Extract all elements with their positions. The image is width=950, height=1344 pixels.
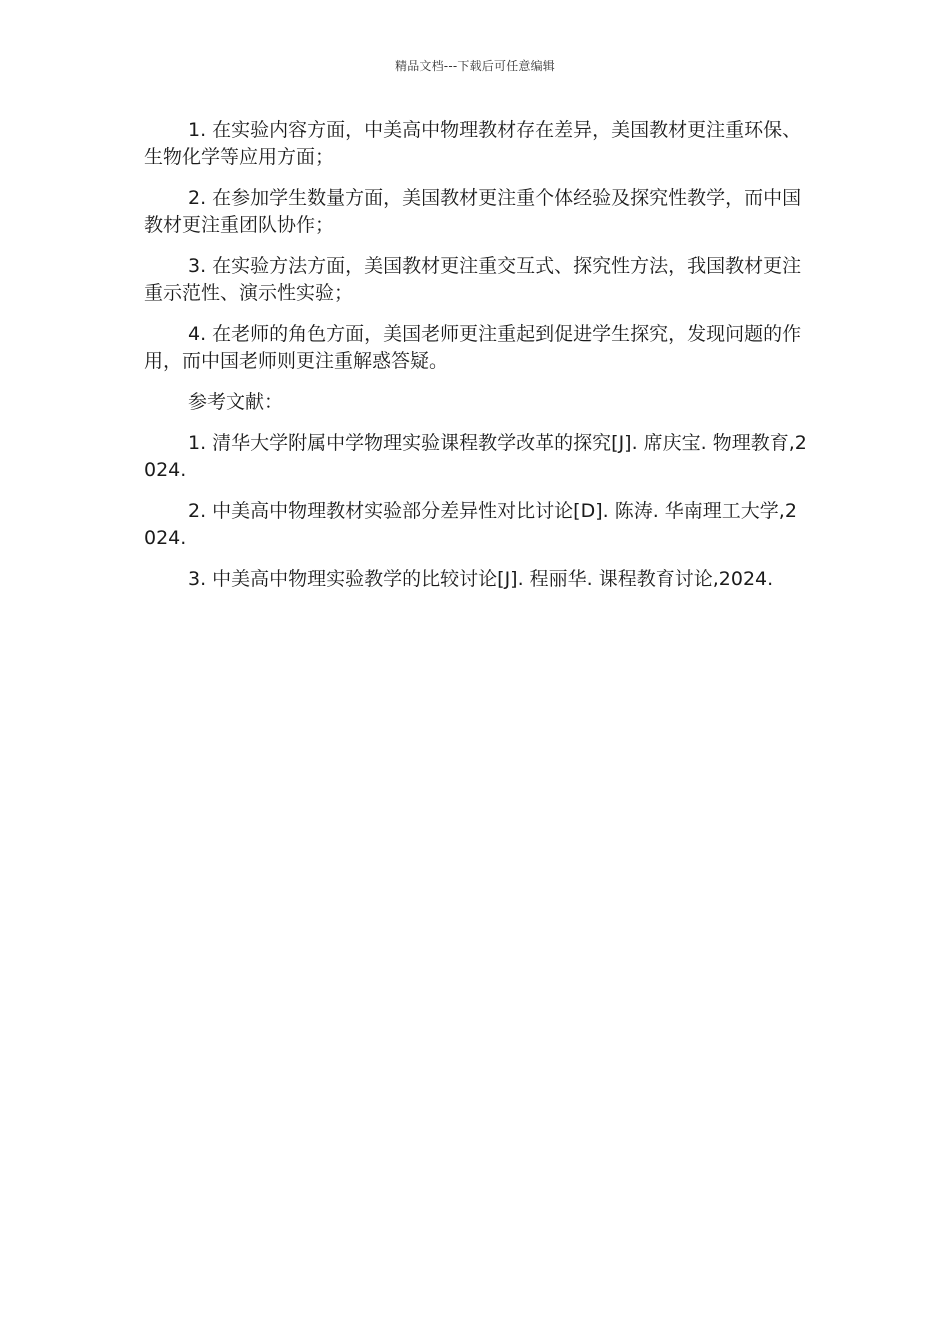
reference-item-2: 2. 中美高中物理教材实验部分差异性对比讨论[D]. 陈涛. 华南理工大学,2024. bbox=[144, 500, 797, 549]
body-paragraph-2: 2. 在参加学生数量方面，美国教材更注重个体经验及探究性教学，而中国教材更注重团队协作； bbox=[144, 187, 802, 236]
body-paragraph-4: 4. 在老师的角色方面，美国老师更注重起到促进学生探究，发现问题的作用，而中国老师则更注重解惑答疑。 bbox=[144, 323, 802, 372]
references-heading: 参考文献： bbox=[188, 391, 284, 413]
page-header: 精品文档---下载后可任意编辑 bbox=[395, 59, 555, 73]
document-body bbox=[144, 117, 808, 607]
reference-item-3: 3. 中美高中物理实验教学的比较讨论[J]. 程丽华. 课程教育讨论,2024. bbox=[188, 568, 774, 590]
body-paragraph-3: 3. 在实验方法方面，美国教材更注重交互式、探究性方法，我国教材更注重示范性、演示性实验； bbox=[144, 255, 802, 304]
reference-item-1: 1. 清华大学附属中学物理实验课程教学改革的探究[J]. 席庆宝. 物理教育,2024. bbox=[144, 432, 807, 481]
body-paragraph-1: 1. 在实验内容方面，中美高中物理教材存在差异，美国教材更注重环保、生物化学等应用方面； bbox=[144, 119, 802, 168]
